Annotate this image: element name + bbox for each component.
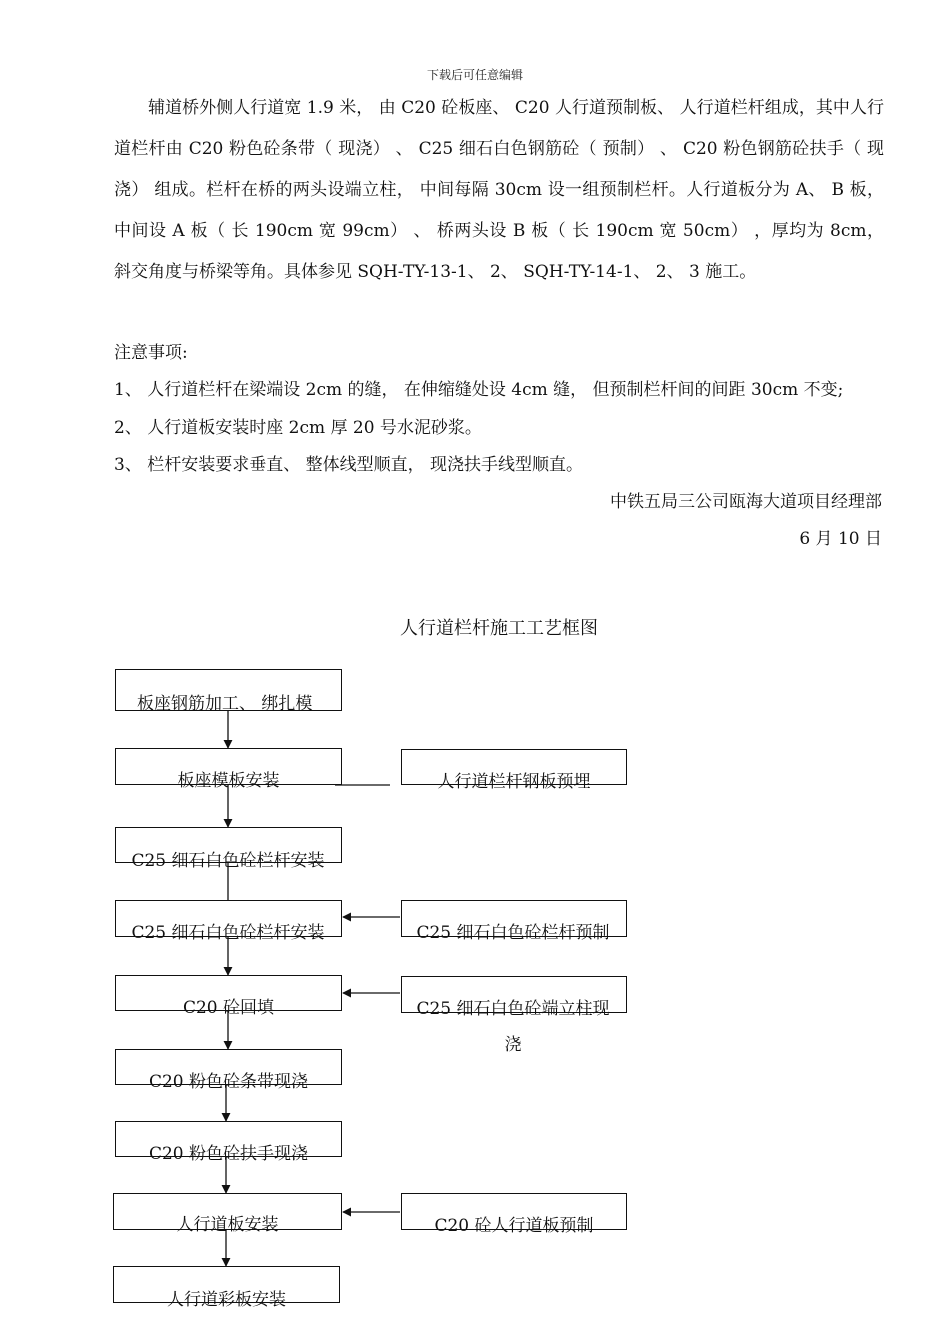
flow-text-step2: 板座模板安装 [177, 771, 280, 791]
note-item-3: 3、 栏杆安装要求垂直、 整体线型顺直， 现浇扶手线型顺直。 [114, 455, 584, 475]
flow-text-step6: C20 粉色砼条带现浇 [148, 1072, 309, 1092]
flow-text-side1: 人行道栏杆钢板预埋 [437, 772, 591, 792]
note-item-2: 2、 人行道板安装时座 2cm 厚 20 号水泥砂浆。 [114, 418, 482, 438]
flow-text-step8: 人行道板安装 [176, 1215, 279, 1235]
flow-text-step3: C25 细石白色砼栏杆安装 [131, 851, 325, 871]
flow-text-step4: C25 细石白色砼栏杆安装 [131, 923, 325, 943]
flow-text-step1: 板座钢筋加工、 绑扎模 [137, 694, 313, 714]
flow-text-side4: C20 砼人行道板预制 [434, 1216, 594, 1236]
flow-text-step9: 人行道彩板安装 [167, 1290, 286, 1310]
flow-text-side2: C25 细石白色砼栏杆预制 [416, 923, 610, 943]
signature: 中铁五局三公司瓯海大道项目经理部 [610, 492, 882, 512]
notes-title: 注意事项: [114, 343, 188, 363]
date: 6 月 10 日 [799, 529, 882, 549]
flow-text-step5: C20 砼回填 [182, 998, 275, 1018]
note-item-1: 1、 人行道栏杆在梁端设 2cm 的缝， 在伸缩缝处设 4cm 缝， 但预制栏杆间的间距 30cm 不变; [114, 380, 844, 400]
page-header-note: 下载后可任意编辑 [426, 68, 523, 82]
paragraph-text: 辅道桥外侧人行道宽 1.9 米， 由 C20 砼板座、 C20 人行道预制板、 人行道栏杆组成，其中人行道栏杆由 C20 粉色砼条带（ 现浇） 、 C25 细石白色钢筋砼（ 预制） 、 C20 粉色钢筋砼扶手（ 现浇） 组成。栏杆在桥的两头设端立柱， 中间每隔 30cm 设一组预制栏杆。人行道板分为 A、 B 板， 中间设 A 板（ 长 190cm 宽 99cm） 、 桥两头设 B 板（ 长 190cm 宽 50cm） ，厚均为 8cm， 斜交角度与桥梁等角。具体参见 SQH-TY-13-1、 2、 SQH-TY-14-1、 2、 3 施工。 [114, 98, 884, 282]
flow-text-side3: C25 细石白色砼端立柱现浇 [416, 999, 610, 1055]
flowchart-title: 人行道栏杆施工工艺框图 [400, 618, 598, 639]
flow-text-step7: C20 粉色砼扶手现浇 [148, 1144, 309, 1164]
